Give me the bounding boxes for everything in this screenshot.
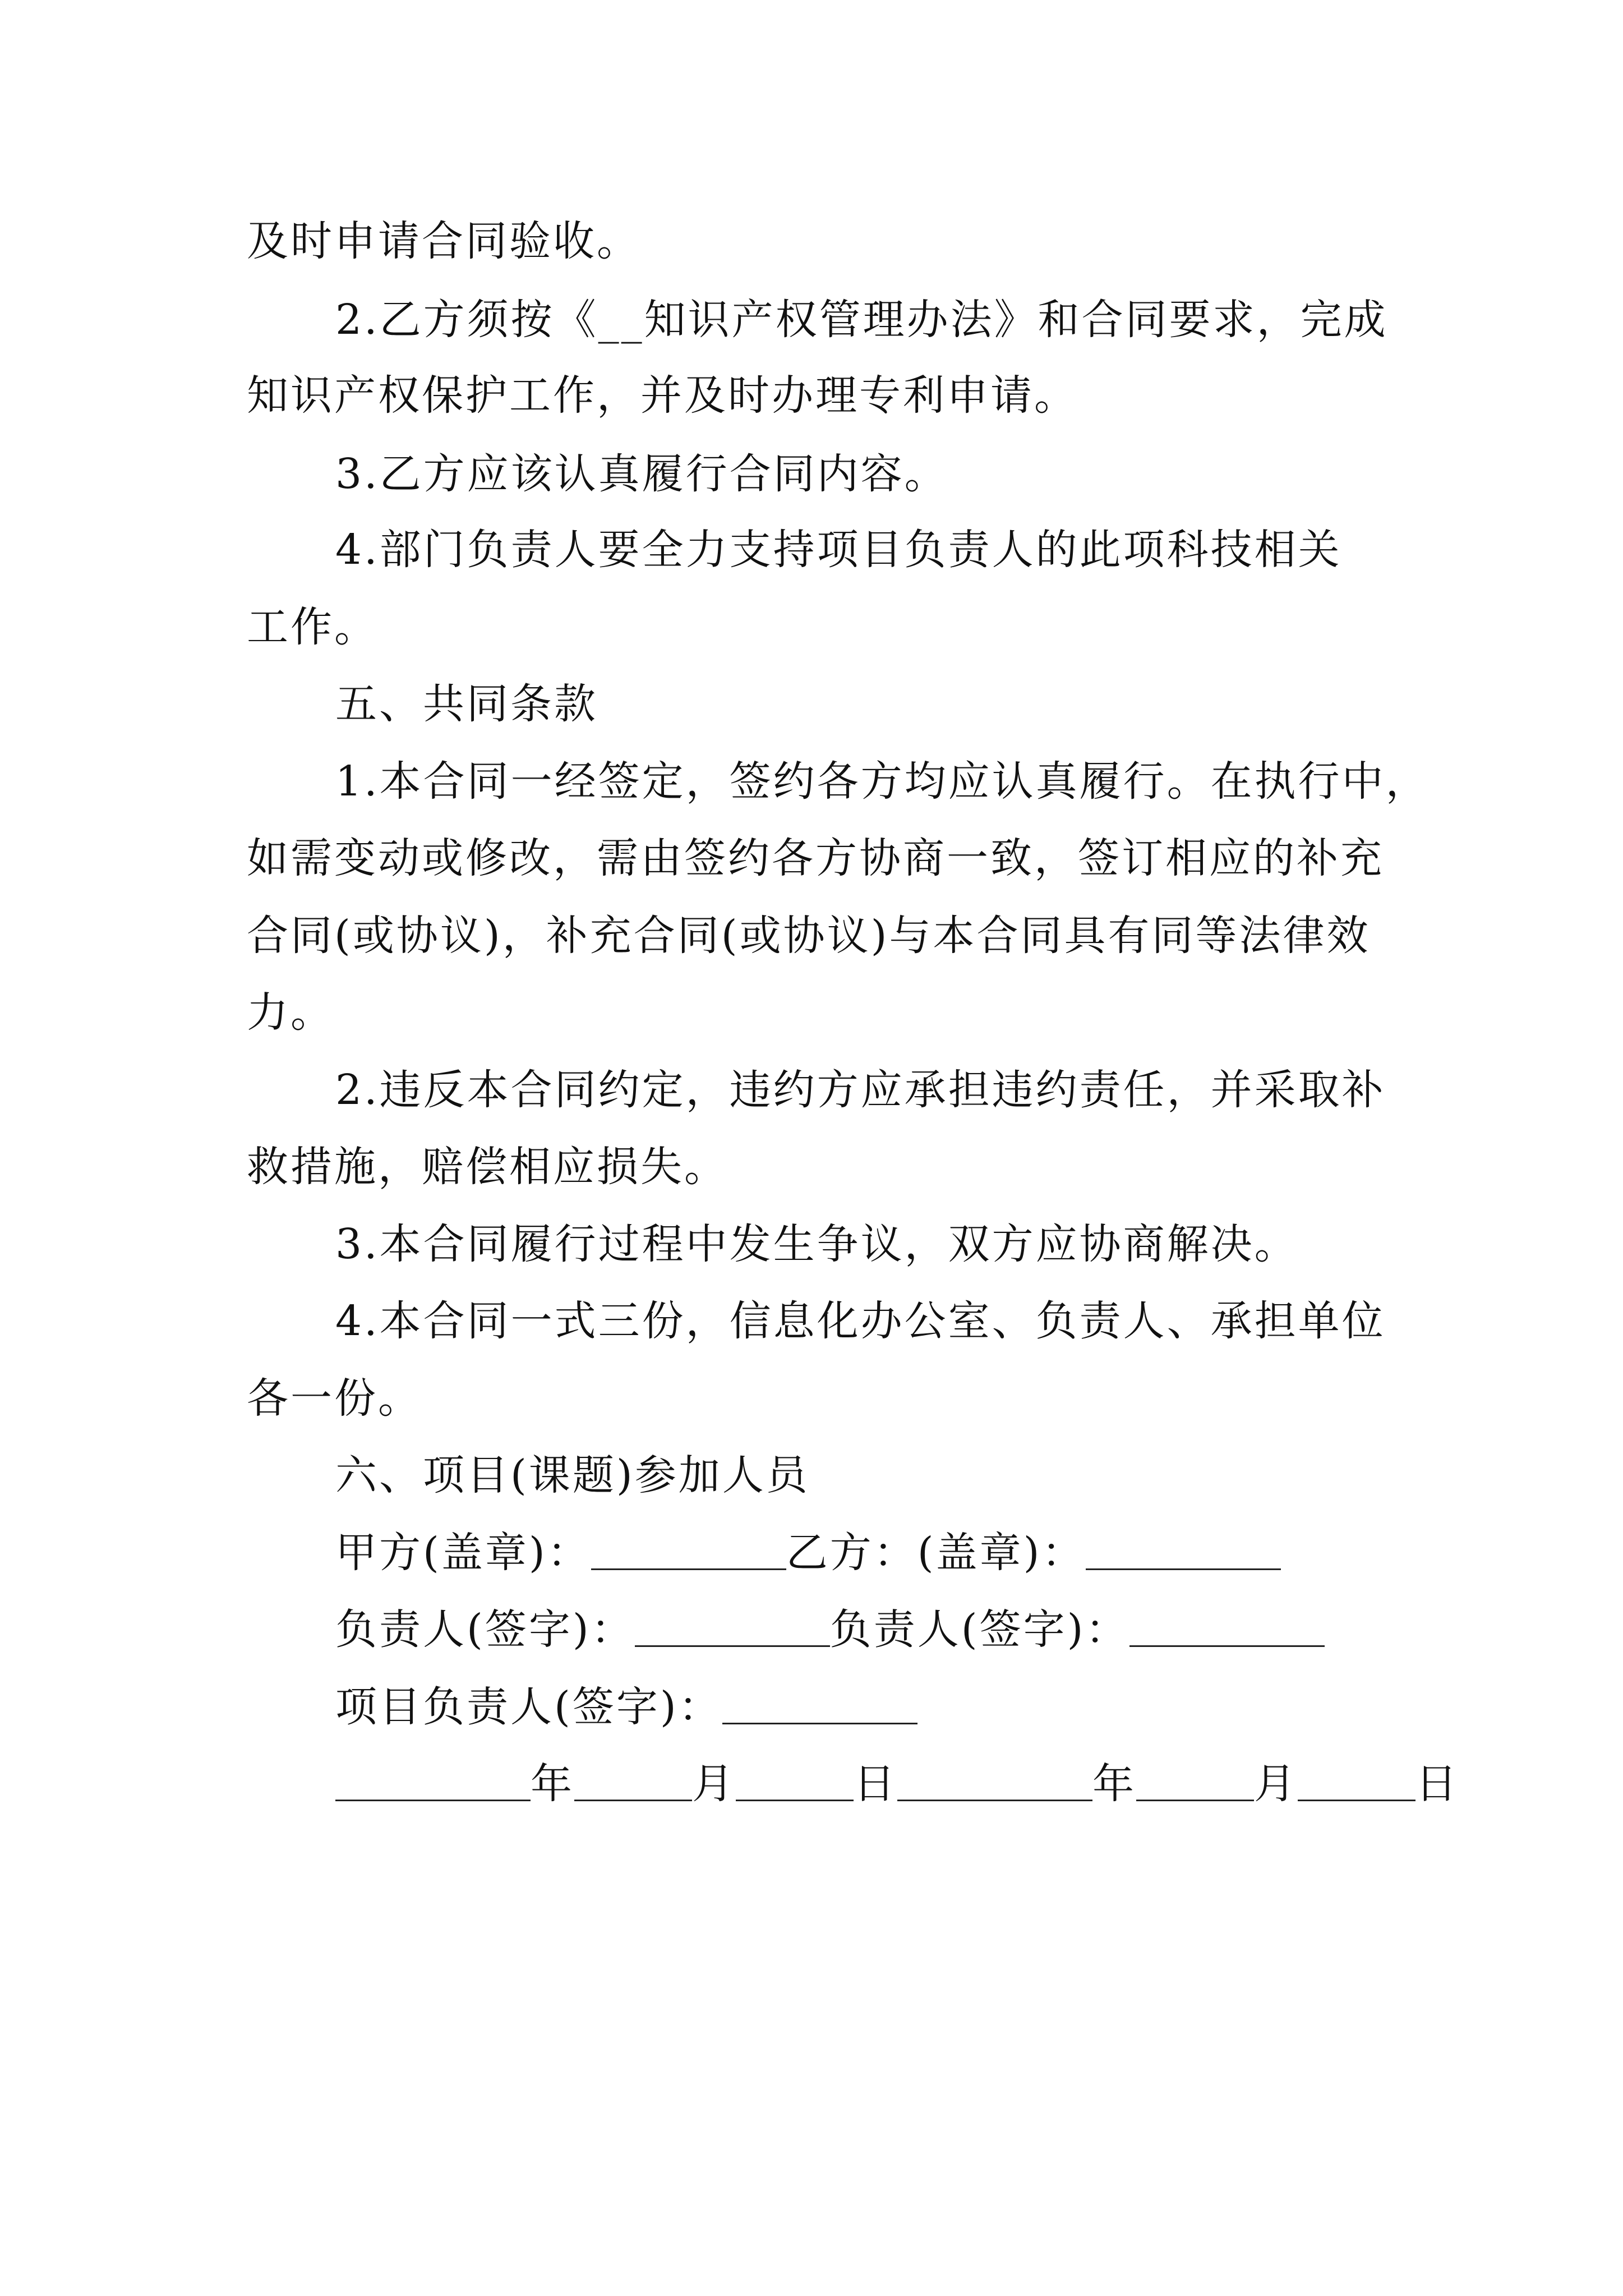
paragraph-continuation: 及时申请合同验收。 [247,217,640,265]
date-b-day-blank[interactable] [1298,1760,1415,1801]
clause-5-1-line-2: 如需变动或修改，需由签约各方协商一致，签订相应的补充 [247,834,1384,882]
person-a-sign-label: 负责人(签字)： [335,1605,635,1654]
clause-5-4-line-2: 各一份。 [247,1374,422,1423]
date-b-year-blank[interactable] [897,1760,1092,1801]
clause-5-1-line-4: 力。 [247,988,334,1037]
clause-4-2-line-2: 知识产权保护工作，并及时办理专利申请。 [247,371,1078,420]
date-b-month-label: 月 [1254,1760,1298,1808]
clause-5-2-line-2: 救措施，赔偿相应损失。 [247,1143,728,1191]
date-a-year-blank[interactable] [335,1760,531,1801]
clause-4-3: 3.乙方应该认真履行合同内容。 [335,450,948,498]
section-6-heading: 六、项目(课题)参加人员 [335,1451,810,1499]
project-lead-sign-blank[interactable] [722,1683,917,1724]
date-a-day-label: 日 [854,1760,897,1808]
clause-5-1-line-1: 1.本合同一经签定，签约各方均应认真履行。在执行中， [335,757,1430,806]
date-b-month-blank[interactable] [1136,1760,1254,1801]
date-a-month-label: 月 [692,1760,736,1808]
date-b-day-label: 日 [1415,1760,1459,1808]
date-a-day-blank[interactable] [736,1760,854,1801]
person-b-sign-blank[interactable] [1129,1606,1325,1647]
project-lead-sign-label: 项目负责人(签字)： [335,1683,722,1731]
seal-row [335,1525,1281,1581]
person-b-sign-label: 负责人(签字)： [829,1605,1129,1654]
date-row [335,1756,1459,1812]
section-5-heading: 五、共同条款 [335,680,598,728]
party-b-seal-blank[interactable] [1086,1529,1281,1570]
clause-4-4-line-2: 工作。 [247,603,378,651]
clause-4-2-line-1: 2.乙方须按《__知识产权管理办法》和合同要求，完成 [335,296,1388,344]
party-a-seal-label: 甲方(盖章)： [335,1529,591,1577]
project-lead-row [335,1679,917,1735]
party-a-seal-blank[interactable] [591,1529,786,1570]
party-b-seal-label: 乙方：(盖章)： [786,1529,1086,1577]
signature-row [335,1602,1325,1658]
date-a-month-blank[interactable] [574,1760,692,1801]
clause-5-3: 3.本合同履行过程中发生争议，双方应协商解决。 [335,1220,1298,1268]
clause-5-1-line-3: 合同(或协议)，补充合同(或协议)与本合同具有同等法律效 [247,912,1371,960]
date-b-year-label: 年 [1092,1760,1136,1808]
clause-5-4-line-1: 4.本合同一式三份，信息化办公室、负责人、承担单位 [335,1297,1386,1345]
clause-5-2-line-1: 2.违反本合同约定，违约方应承担违约责任，并采取补 [335,1066,1386,1114]
date-a-year-label: 年 [531,1760,574,1808]
clause-4-4-line-1: 4.部门负责人要全力支持项目负责人的此项科技相关 [335,526,1342,574]
person-a-sign-blank[interactable] [635,1606,830,1647]
